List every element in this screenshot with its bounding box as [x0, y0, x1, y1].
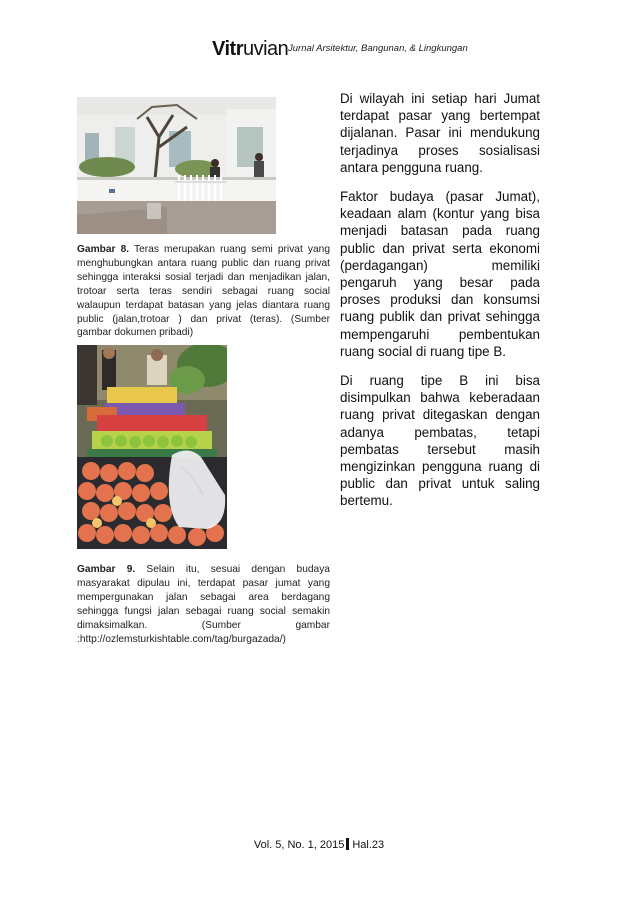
- figure-8-label: Gambar 8.: [77, 244, 130, 255]
- journal-header: [212, 38, 512, 60]
- figure-9-photo: [77, 345, 227, 549]
- volume-info: Vol. 5, No. 1, 2015: [253, 839, 345, 851]
- page-number: Hal.23: [352, 839, 385, 851]
- vitruvian-logo: Vitruvian: [212, 38, 289, 60]
- page-footer: [0, 838, 638, 851]
- journal-name: Jurnal Arsitektur, Bangunan, & Lingkungan: [288, 43, 468, 54]
- figure-8-caption: [77, 243, 330, 340]
- paragraph-1: Di wilayah ini setiap hari Jumat terdapat pasar yang bertempat dijalanan. Pasar ini mendukung terjadinya proses sosialisasi antara pengguna ruang.: [340, 91, 540, 175]
- paragraph-3: Di ruang tipe B ini bisa disimpulkan bahwa keberadaan ruang privat ditegaskan dengan adanya pembatas, tetapi pembatas tersebut masih mengizinkan pengguna ruang di public dan privat untuk saling bertemu.: [340, 373, 540, 509]
- figure-8-photo: [77, 97, 276, 234]
- figure-9-caption: [77, 563, 330, 646]
- body-text-column: [340, 90, 540, 522]
- figure-9-text: Selain itu, sesuai dengan budaya masyarakat dipulau ini, terdapat pasar jumat yang mempergunakan jalan sebagai area berdagang sehingga fungsi jalan sebagai ruang social semakin dimaksimalkan. (Sumber gambar :http://ozlemsturkishtable.com/tag/burgazada/): [77, 564, 330, 645]
- figure-8-text: Teras merupakan ruang semi privat yang menghubungkan antara ruang public dan ruang privat sehingga interaksi sosial terjadi dan menjadikan jalan, trotoar serta teras sendiri sebagai ruang social walaupun terdapat batasan yang jelas diantara ruang public (jalan,trotoar ) dan privat (teras). (Sumber gambar dokumen pribadi): [77, 244, 330, 339]
- paragraph-2: Faktor budaya (pasar Jumat), keadaan alam (kontur yang bisa menjadi batasan pada ruang public dan privat serta ekonomi (perdagangan) memiliki pengaruh yang besar pada proses produksi dan konsumsi ruang publik dan privat sehingga mempengaruhi pembentukan ruang social di ruang tipe B.: [340, 189, 540, 359]
- footer-separator: [346, 838, 349, 850]
- figure-9-label: Gambar 9.: [77, 564, 136, 575]
